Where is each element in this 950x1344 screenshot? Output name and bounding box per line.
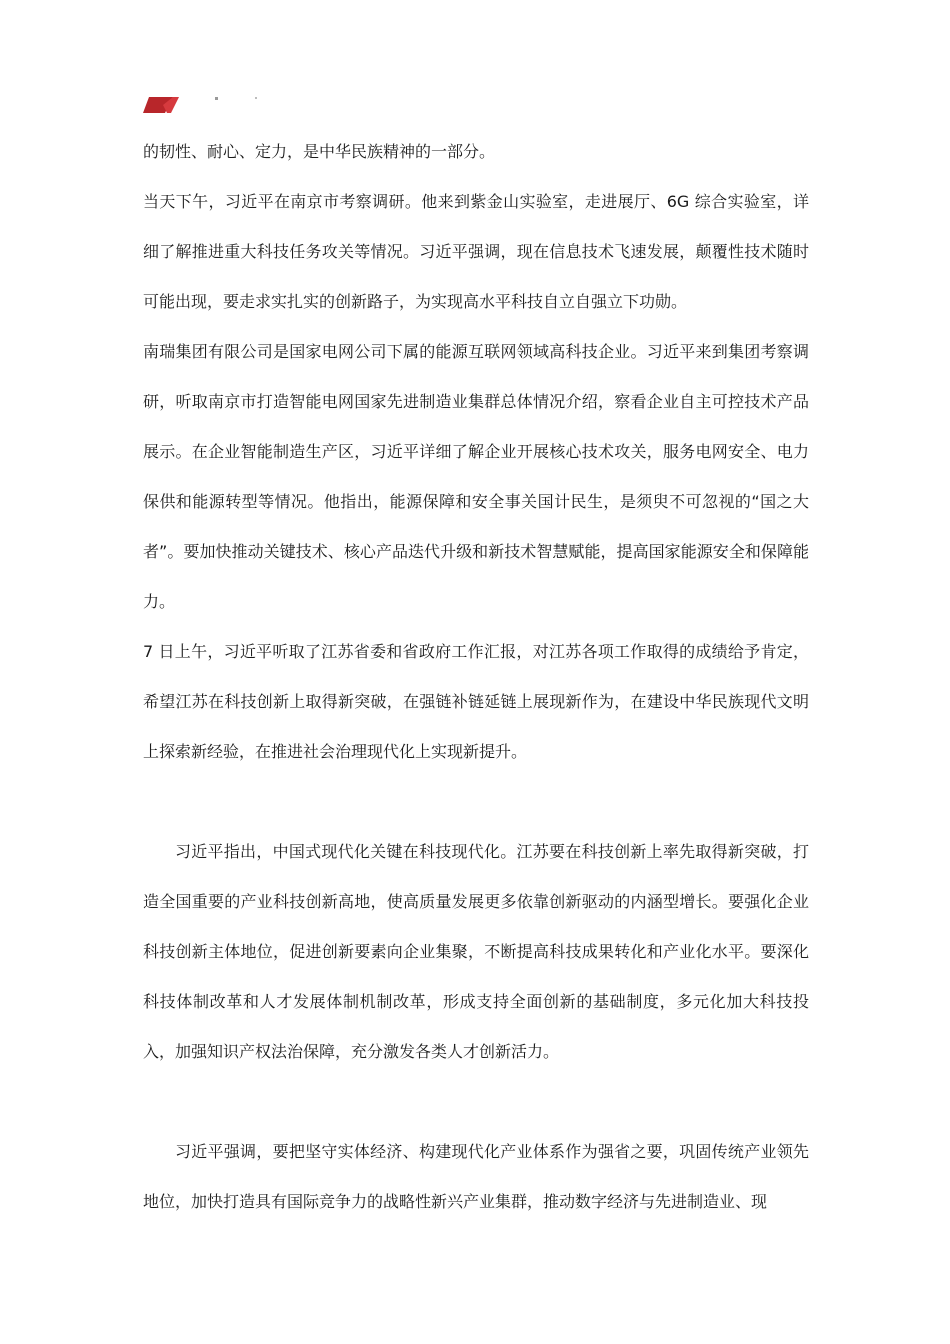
- logo-dot: [215, 97, 218, 100]
- paragraph-nari-group: 南瑞集团有限公司是国家电网公司下属的能源互联网领域高科技企业。习近平来到集团考察调研，听取南京市打造智能电网国家先进制造业集群总体情况介绍，察看企业自主可控技术产品展示。在企业智能制造生产区，习近平详细了解企业开展核心技术攻关，服务电网安全、电力保供和能源转型等情况。他指出，能源保障和安全事关国计民生，是须臾不可忽视的“国之大者”。要加快推动关键技术、核心产品迭代升级和新技术智慧赋能，提高国家能源安全和保障能力。: [143, 342, 809, 611]
- paragraph-tech-modernization: 习近平指出，中国式现代化关键在科技现代化。江苏要在科技创新上率先取得新突破，打造全国重要的产业科技创新高地，使高质量发展更多依靠创新驱动的内涵型增长。要强化企业科技创新主体地位，促进创新要素向企业集聚，不断提高科技成果转化和产业化水平。要深化科技体制改革和人才发展体制机制改革，形成支持全面创新的基础制度，多元化加大科技投入，加强知识产权法治保障，充分激发各类人才创新活力。: [143, 842, 809, 1061]
- logo-dot-2: [255, 97, 257, 99]
- paragraph-real-economy: 习近平强调，要把坚守实体经济、构建现代化产业体系作为强省之要，巩固传统产业领先地位，加快打造具有国际竞争力的战略性新兴产业集群，推动数字经济与先进制造业、现: [143, 1142, 809, 1211]
- logo-fragment: [143, 95, 263, 115]
- paragraph-nanjing-visit: 当天下午，习近平在南京市考察调研。他来到紫金山实验室，走进展厅、6G 综合实验室，详细了解推进重大科技任务攻关等情况。习近平强调，现在信息技术飞速发展，颠覆性技术随时可能出现，要走求实扎实的创新路子，为实现高水平科技自立自强立下功勋。: [143, 192, 809, 311]
- paragraph-continuation: 的韧性、耐心、定力，是中华民族精神的一部分。: [143, 142, 496, 161]
- paragraph-work-report: 7 日上午，习近平听取了江苏省委和省政府工作汇报，对江苏各项工作取得的成绩给予肯定，希望江苏在科技创新上取得新突破，在强链补链延链上展现新作为，在建设中华民族现代文明上探索新经验，在推进社会治理现代化上实现新提升。: [143, 642, 809, 761]
- article-body: [143, 127, 809, 1227]
